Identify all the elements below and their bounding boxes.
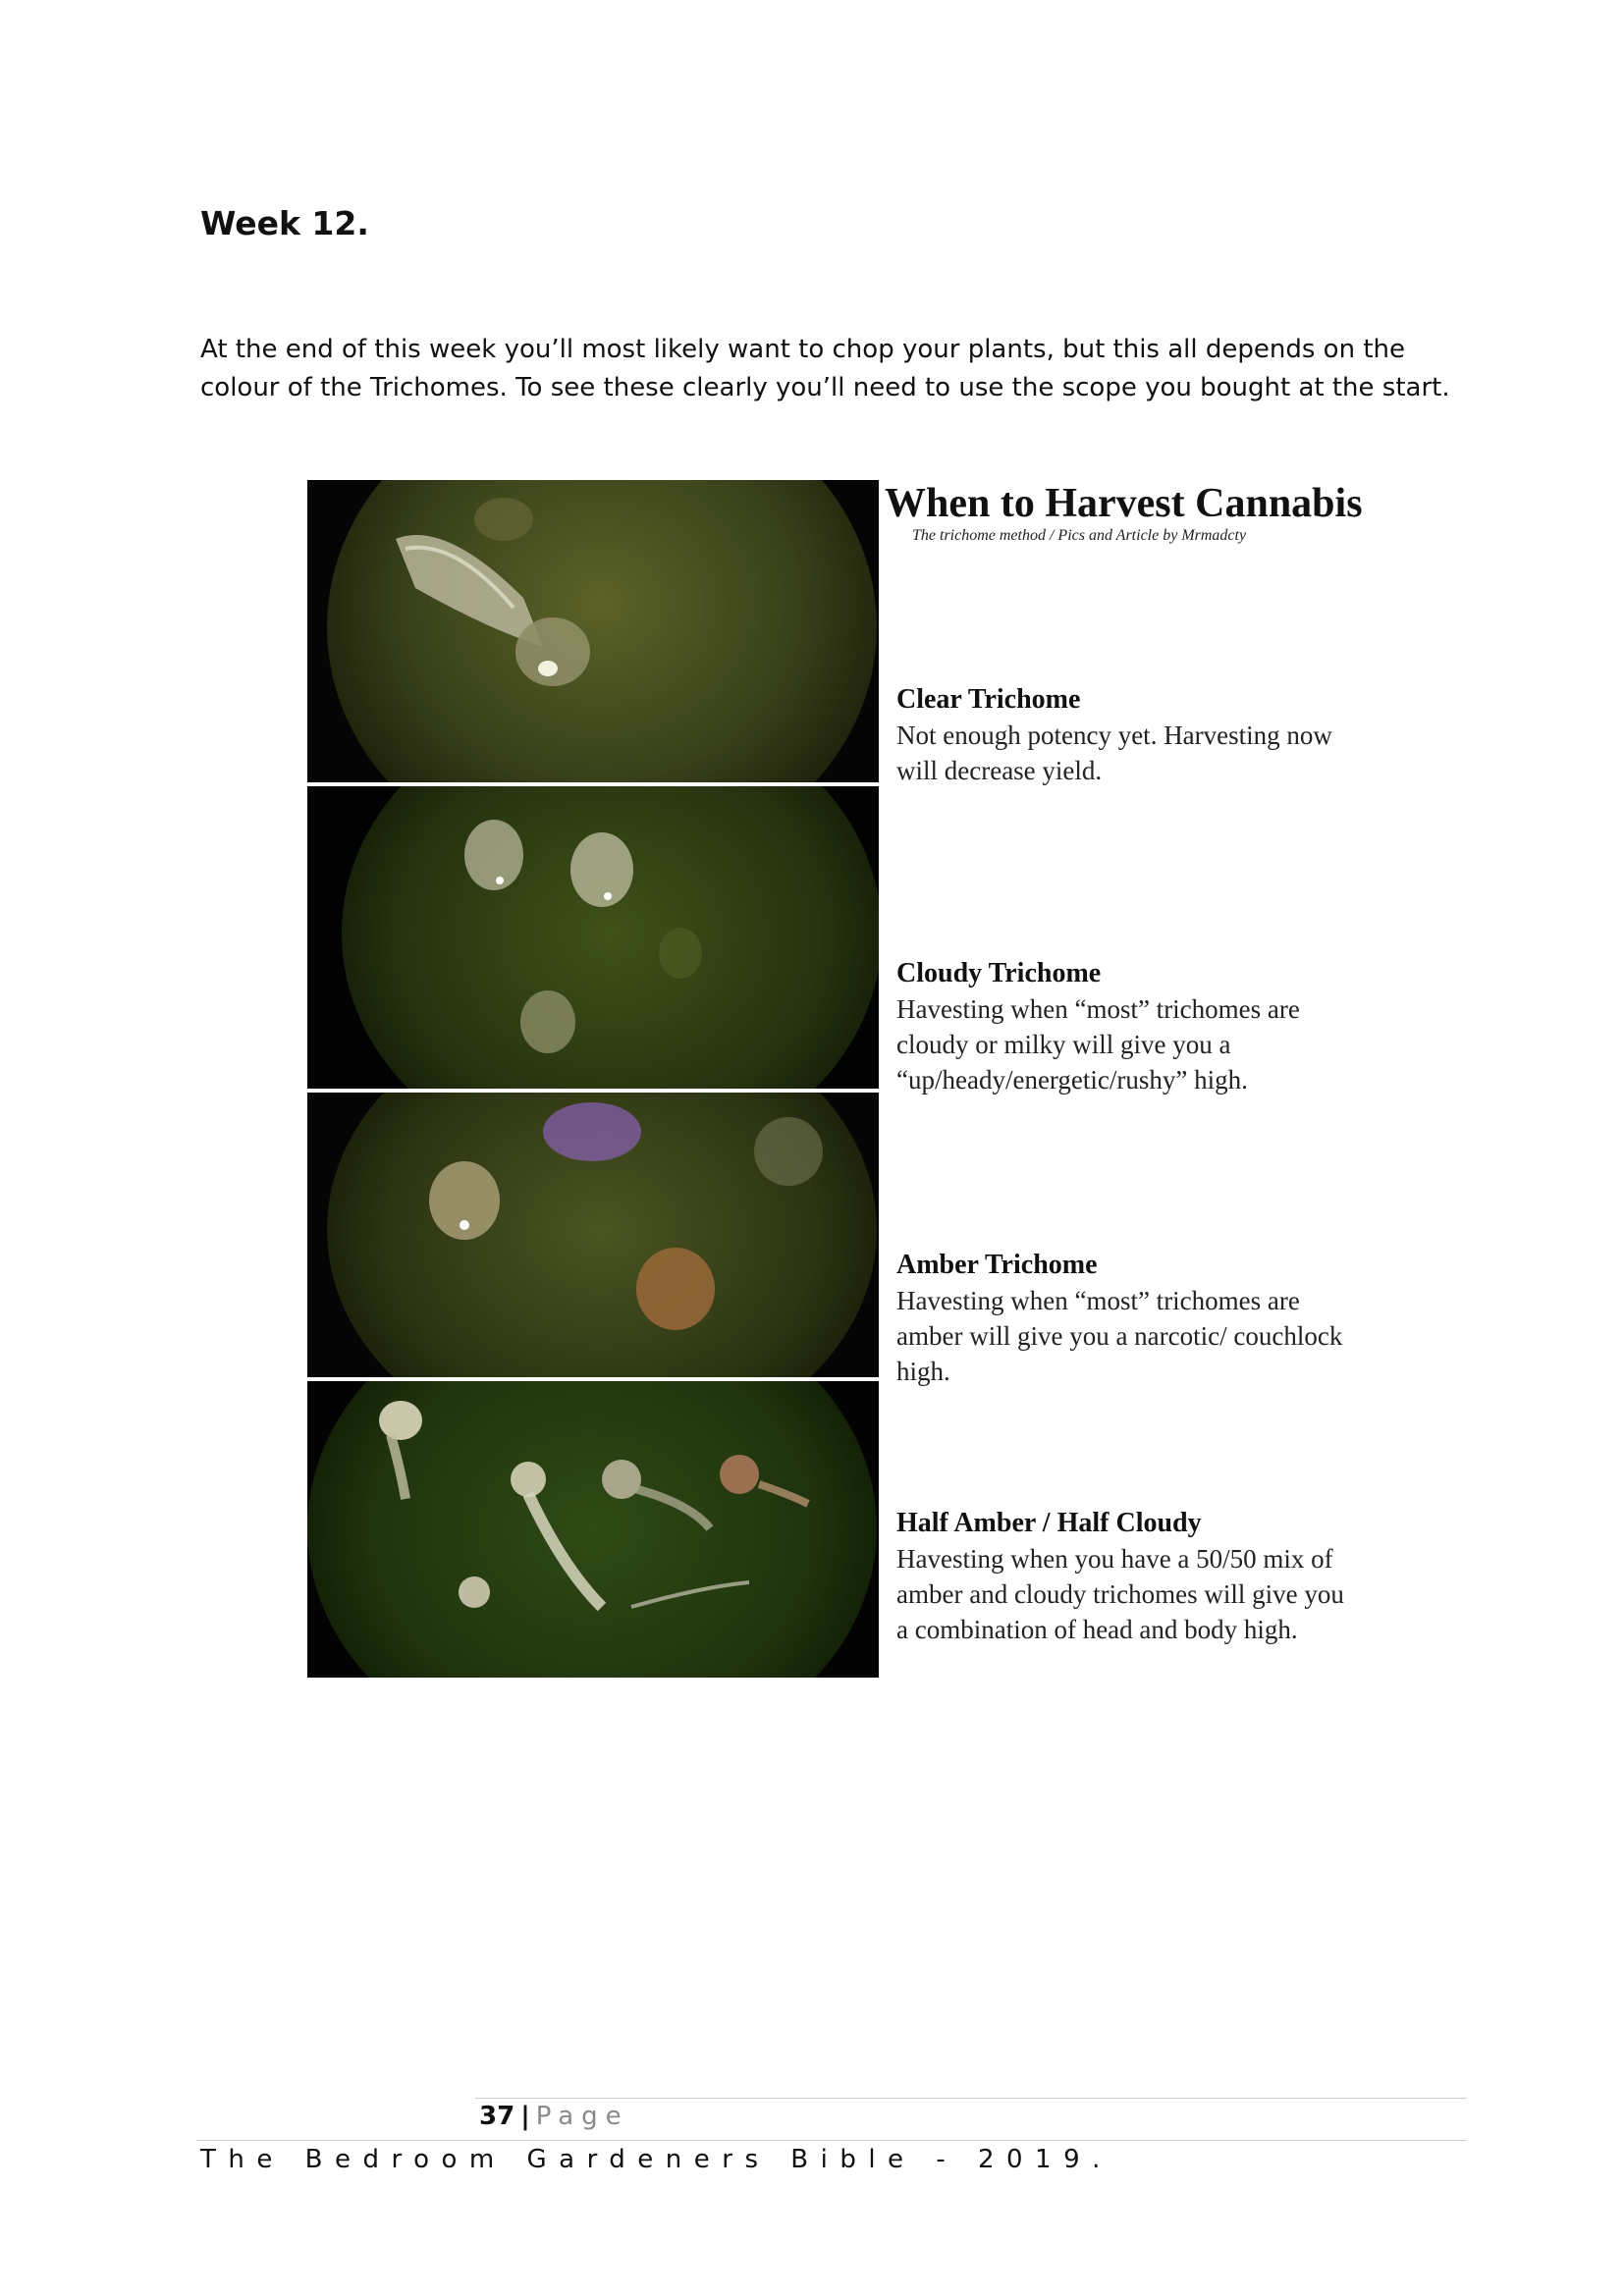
caption-title: Cloudy Trichome — [896, 958, 1102, 988]
caption-title: Half Amber / Half Cloudy — [896, 1508, 1202, 1538]
footer-divider-bottom — [196, 2140, 1467, 2141]
page-separator: | — [520, 2102, 530, 2131]
caption-cloudy-trichome — [896, 956, 1358, 1097]
trichome-figure — [307, 480, 1363, 1678]
page-label: Page — [535, 2102, 629, 2131]
page-number — [479, 2102, 629, 2131]
photo-half-amber-half-cloudy — [307, 1381, 879, 1678]
photo-clear-trichome — [307, 480, 879, 782]
caption-text: Havesting when you have a 50/50 mix of amber and cloudy trichomes will give you a combination of head and body high. — [896, 1544, 1344, 1644]
figure-title: When to Harvest Cannabis — [885, 481, 1363, 526]
caption-amber-trichome — [896, 1248, 1358, 1389]
caption-half-amber-half-cloudy — [896, 1506, 1358, 1647]
photo-amber-trichome — [307, 1093, 879, 1377]
microscope-photos — [307, 480, 879, 1678]
caption-clear-trichome — [896, 682, 1358, 788]
photo-cloudy-trichome — [307, 786, 879, 1089]
figure-subtitle: The trichome method / Pics and Article by Mrmadcty — [912, 527, 1247, 544]
page-heading: Week 12. — [200, 204, 369, 242]
caption-text: Havesting when “most” trichomes are cloudy or milky will give you a “up/heady/energetic/rushy” high. — [896, 994, 1300, 1095]
caption-text: Havesting when “most” trichomes are amber will give you a narcotic/ couchlock high. — [896, 1286, 1343, 1386]
intro-paragraph: At the end of this week you’ll most likely want to chop your plants, but this all depends on the colour of the Trichomes. To see these clearly you’ll need to use the scope you bought at the start. — [200, 335, 1450, 402]
page-number-value: 37 — [479, 2102, 515, 2131]
caption-title: Clear Trichome — [896, 684, 1081, 715]
caption-title: Amber Trichome — [896, 1250, 1098, 1280]
captions-column — [879, 480, 1363, 1678]
caption-text: Not enough potency yet. Harvesting now will decrease yield. — [896, 721, 1332, 785]
footer-divider-top — [475, 2098, 1467, 2099]
book-title: The Bedroom Gardeners Bible - 2019. — [200, 2145, 1112, 2174]
